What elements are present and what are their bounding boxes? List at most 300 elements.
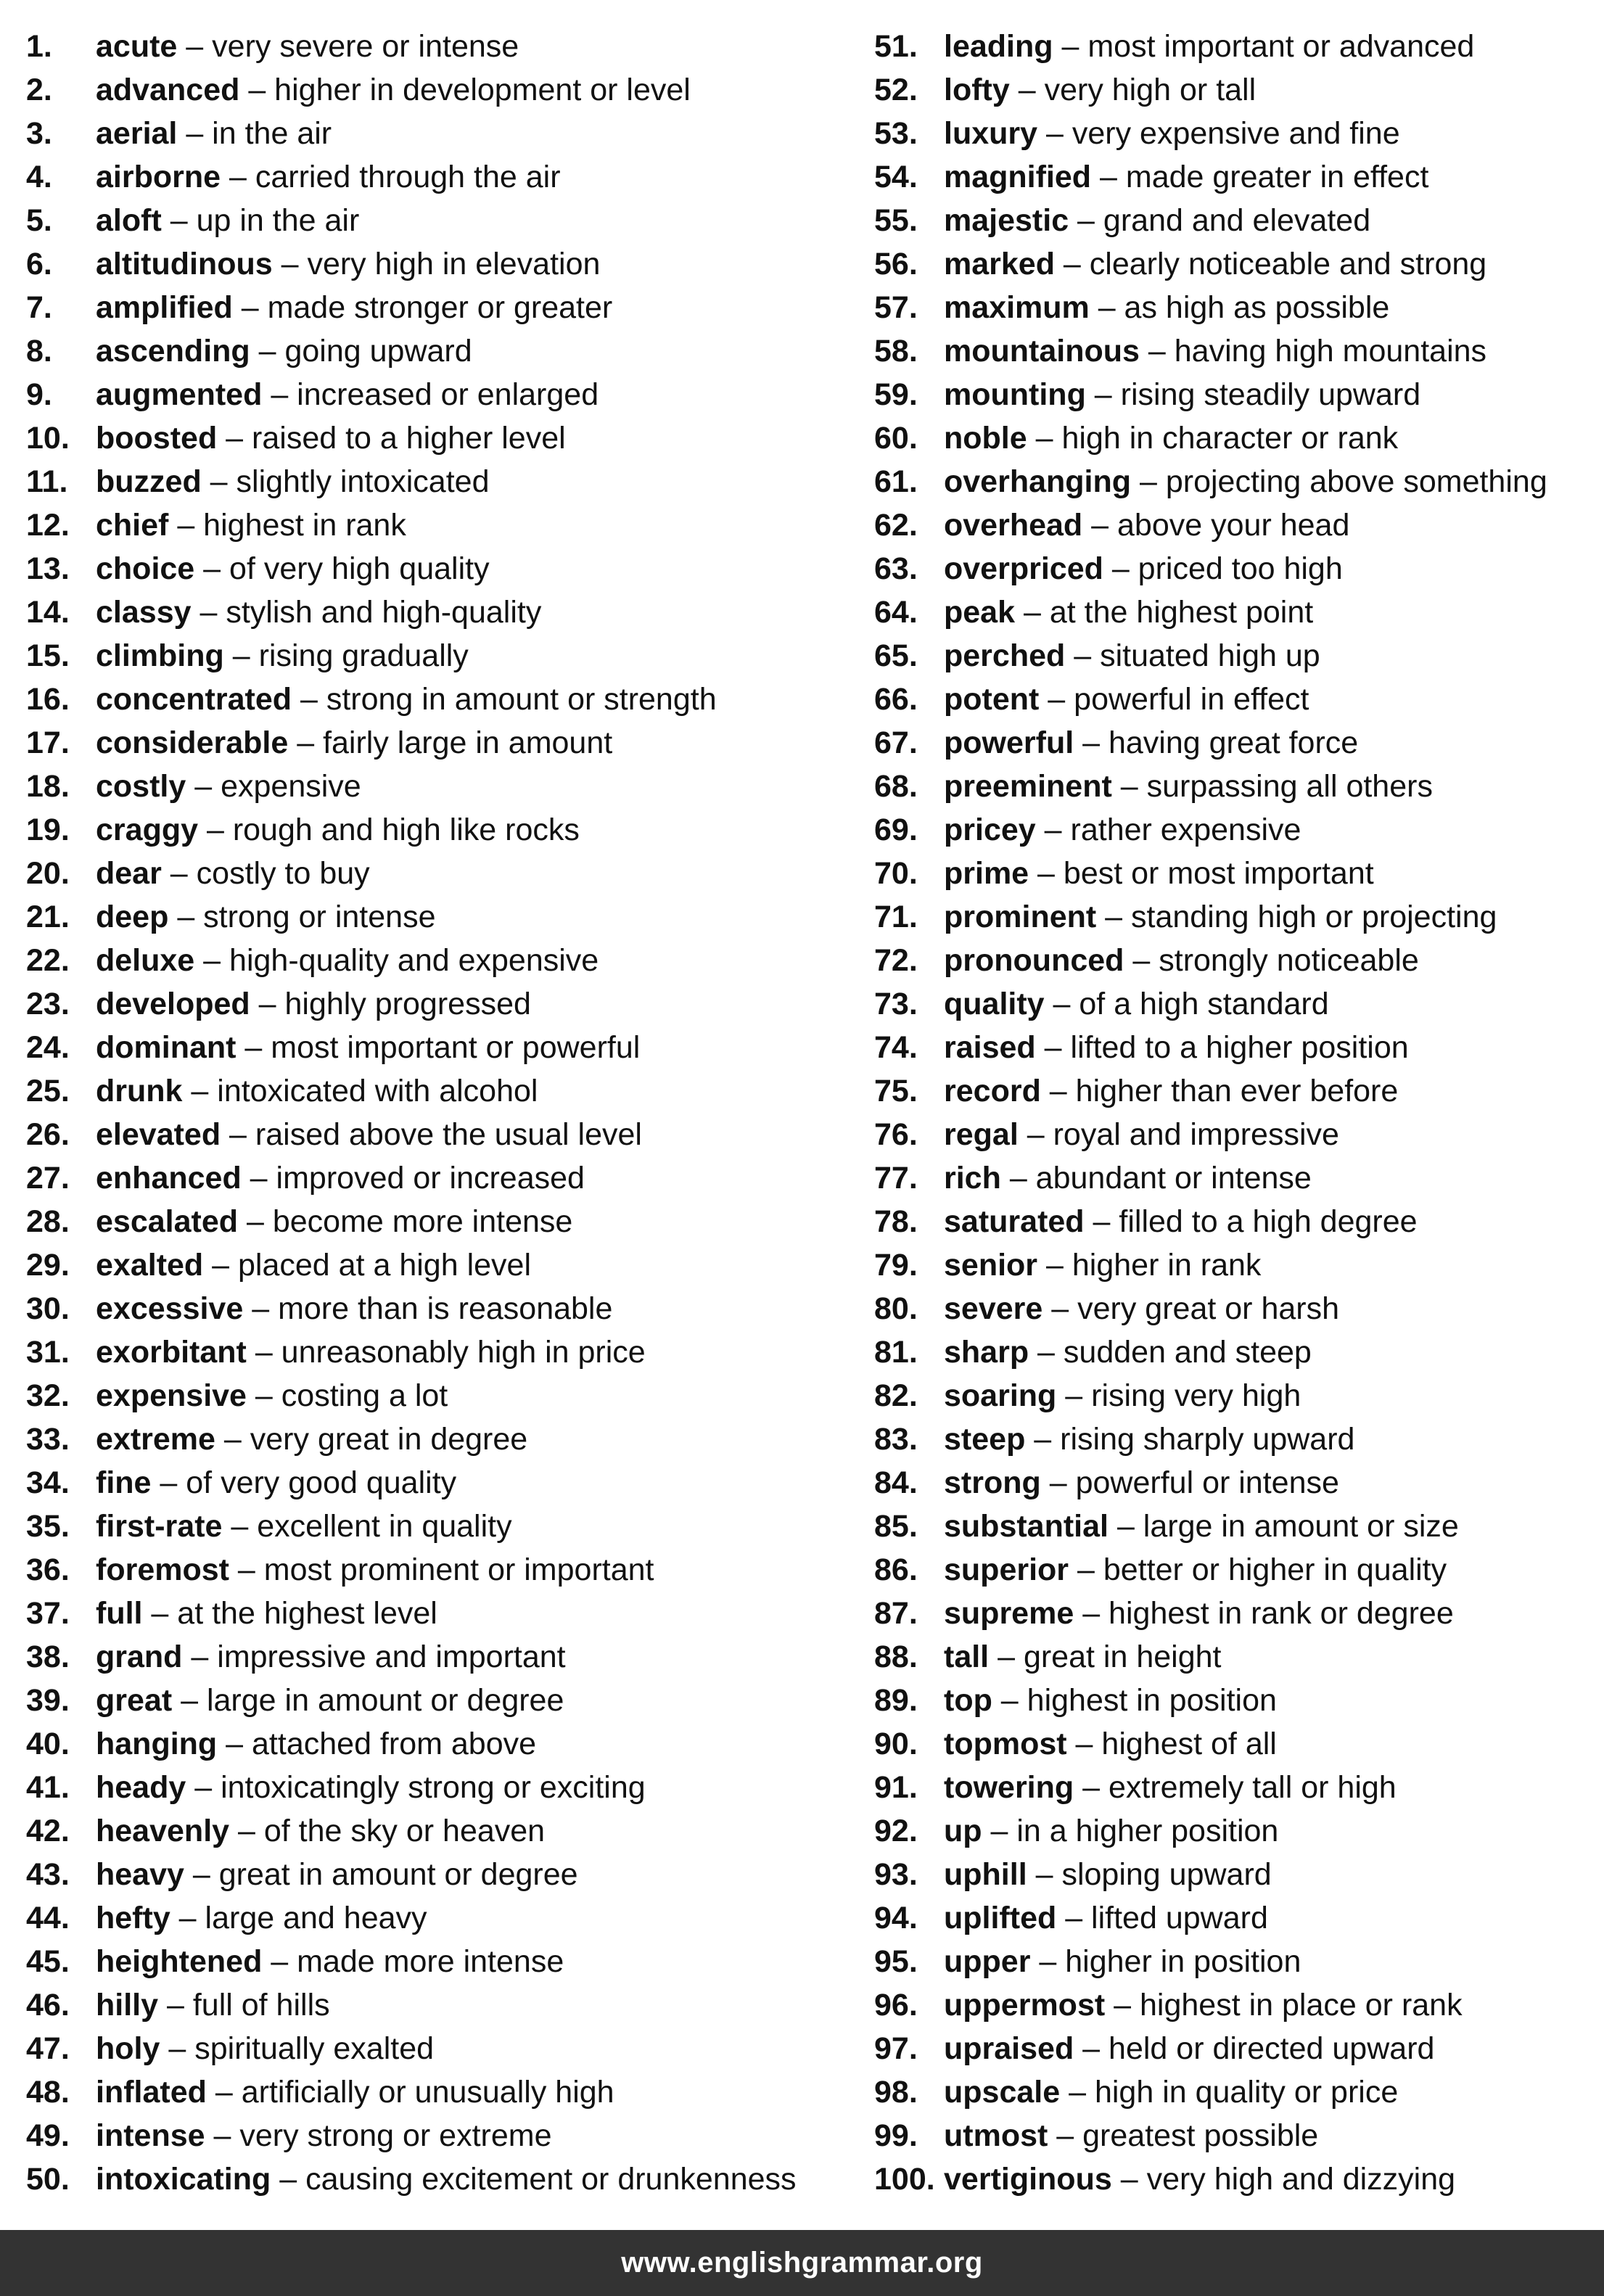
item-text	[944, 2070, 1398, 2114]
item-definition: – greatest possible	[1048, 2118, 1319, 2153]
item-word: steep	[944, 1422, 1026, 1457]
item-text	[96, 2027, 434, 2070]
item-word: mountainous	[944, 334, 1140, 369]
item-definition: – above your head	[1082, 508, 1350, 543]
list-item	[874, 1243, 1600, 1287]
item-word: quality	[944, 987, 1045, 1021]
item-number: 14.	[26, 595, 70, 630]
item-definition: – situated high up	[1065, 638, 1320, 673]
item-word: excessive	[96, 1291, 244, 1326]
list-item	[874, 939, 1600, 982]
item-number: 89.	[874, 1683, 918, 1718]
item-text	[944, 1330, 1312, 1374]
item-word: prominent	[944, 900, 1097, 934]
item-number: 55.	[874, 203, 918, 238]
item-number: 70.	[874, 856, 918, 891]
item-word: great	[96, 1683, 173, 1718]
item-number: 74.	[874, 1030, 918, 1065]
item-definition: – rising steadily upward	[1085, 377, 1421, 412]
item-text	[96, 678, 717, 721]
item-word: amplified	[96, 290, 233, 325]
item-definition: – fairly large in amount	[288, 725, 613, 760]
item-number: 64.	[874, 595, 918, 630]
item-word: severe	[944, 1291, 1043, 1326]
item-text	[96, 1635, 566, 1679]
item-text	[944, 1635, 1221, 1679]
item-text	[944, 242, 1486, 286]
item-text	[944, 2114, 1318, 2157]
item-number: 82.	[874, 1378, 918, 1413]
item-text	[944, 1026, 1409, 1069]
item-word: topmost	[944, 1727, 1067, 1761]
item-word: noble	[944, 421, 1027, 456]
list-item	[26, 1766, 860, 1809]
item-number: 18.	[26, 769, 70, 804]
item-word: pricey	[944, 812, 1036, 847]
item-number: 36.	[26, 1552, 70, 1587]
item-definition: – filled to a high degree	[1084, 1204, 1418, 1239]
item-definition: – clearly noticeable and strong	[1054, 247, 1487, 281]
item-definition: – held or directed upward	[1074, 2031, 1435, 2066]
item-number: 76.	[874, 1117, 918, 1152]
list-item	[874, 547, 1600, 591]
item-word: heavenly	[96, 1814, 230, 1848]
item-word: exalted	[96, 1248, 204, 1283]
item-definition: – highest in position	[992, 1683, 1277, 1718]
item-number: 35.	[26, 1509, 70, 1544]
list-item	[874, 460, 1600, 503]
item-word: tall	[944, 1639, 990, 1674]
item-number: 61.	[874, 464, 918, 499]
item-number: 22.	[26, 943, 70, 978]
item-text	[96, 895, 435, 939]
item-text	[944, 1461, 1339, 1505]
item-number: 56.	[874, 247, 918, 281]
item-definition: – very high and dizzying	[1111, 2162, 1456, 2197]
item-definition: – highest in rank or degree	[1074, 1596, 1454, 1631]
item-number: 9.	[26, 377, 52, 412]
item-number: 31.	[26, 1335, 70, 1370]
list-item	[874, 808, 1600, 852]
item-text	[96, 68, 691, 112]
item-number: 99.	[874, 2118, 918, 2153]
item-number: 48.	[26, 2075, 70, 2110]
item-definition: – very great or harsh	[1042, 1291, 1340, 1326]
list-item	[874, 1417, 1600, 1461]
list-item	[26, 1330, 860, 1374]
item-number: 11.	[26, 464, 68, 499]
list-item	[874, 112, 1600, 155]
list-item	[26, 1505, 860, 1548]
item-definition: – raised to a higher level	[217, 421, 566, 456]
item-text	[96, 503, 406, 547]
item-word: holy	[96, 2031, 160, 2066]
item-definition: – made greater in effect	[1091, 160, 1429, 194]
item-number: 38.	[26, 1639, 70, 1674]
item-text	[944, 634, 1320, 678]
item-word: drunk	[96, 1074, 183, 1108]
list-item	[874, 634, 1600, 678]
item-word: hefty	[96, 1901, 170, 1935]
item-word: overhead	[944, 508, 1083, 543]
list-item	[874, 25, 1600, 68]
item-word: foremost	[96, 1552, 229, 1587]
item-definition: – costing a lot	[246, 1378, 448, 1413]
list-item	[26, 1722, 860, 1766]
item-definition: – carried through the air	[221, 160, 561, 194]
footer-url: www.englishgrammar.org	[621, 2247, 983, 2279]
item-text	[944, 1766, 1397, 1809]
list-item	[26, 852, 860, 895]
item-word: enhanced	[96, 1161, 242, 1196]
item-number: 6.	[26, 247, 52, 281]
item-number: 30.	[26, 1291, 70, 1326]
list-item	[874, 199, 1600, 242]
item-word: heightened	[96, 1944, 263, 1979]
list-item	[874, 1069, 1600, 1113]
item-word: utmost	[944, 2118, 1048, 2153]
item-text	[96, 1374, 448, 1417]
item-word: advanced	[96, 73, 240, 107]
item-word: hilly	[96, 1988, 159, 2023]
item-number: 34.	[26, 1465, 70, 1500]
item-text	[944, 1896, 1268, 1940]
item-definition: – attached from above	[217, 1727, 537, 1761]
item-text	[944, 1809, 1278, 1853]
item-word: considerable	[96, 725, 289, 760]
item-text	[96, 286, 612, 329]
item-definition: – very high in elevation	[272, 247, 601, 281]
item-number: 5.	[26, 203, 52, 238]
item-text	[96, 808, 580, 852]
item-word: lofty	[944, 73, 1010, 107]
item-word: mounting	[944, 377, 1086, 412]
item-number: 77.	[874, 1161, 918, 1196]
list-item	[874, 1940, 1600, 1983]
word-list-right-column	[874, 25, 1600, 2201]
item-definition: – costly to buy	[161, 856, 370, 891]
item-word: craggy	[96, 812, 199, 847]
item-text	[96, 1896, 427, 1940]
item-definition: – going upward	[250, 334, 472, 369]
item-definition: – most important or advanced	[1053, 29, 1475, 64]
list-item	[874, 1287, 1600, 1330]
item-text	[944, 547, 1343, 591]
item-text	[944, 1156, 1312, 1200]
item-word: prime	[944, 856, 1029, 891]
list-item	[874, 1853, 1600, 1896]
item-number: 27.	[26, 1161, 70, 1196]
item-word: intoxicating	[96, 2162, 271, 2197]
item-definition: – become more intense	[238, 1204, 573, 1239]
item-definition: – strong or intense	[168, 900, 436, 934]
item-definition: – of a high standard	[1044, 987, 1329, 1021]
item-definition: – best or most important	[1029, 856, 1374, 891]
list-item	[26, 68, 860, 112]
item-word: record	[944, 1074, 1041, 1108]
item-word: powerful	[944, 725, 1074, 760]
item-number: 26.	[26, 1117, 70, 1152]
item-definition: – slightly intoxicated	[201, 464, 490, 499]
item-definition: – great in height	[989, 1639, 1222, 1674]
item-text	[944, 373, 1420, 416]
item-definition: – high in character or rank	[1027, 421, 1399, 456]
list-item	[26, 1635, 860, 1679]
item-number: 68.	[874, 769, 918, 804]
item-definition: – strongly noticeable	[1124, 943, 1419, 978]
item-word: superior	[944, 1552, 1069, 1587]
item-definition: – high in quality or price	[1060, 2075, 1399, 2110]
item-number: 67.	[874, 725, 918, 760]
item-number: 88.	[874, 1639, 918, 1674]
item-text	[96, 1853, 578, 1896]
item-number: 83.	[874, 1422, 918, 1457]
list-item	[874, 2070, 1600, 2114]
list-item	[874, 591, 1600, 634]
item-text	[96, 329, 472, 373]
item-number: 94.	[874, 1901, 918, 1935]
item-number: 46.	[26, 1988, 70, 2023]
item-definition: – highly progressed	[250, 987, 531, 1021]
item-definition: – of the sky or heaven	[229, 1814, 546, 1848]
item-definition: – higher in development or level	[239, 73, 691, 107]
item-text	[944, 895, 1497, 939]
item-word: top	[944, 1683, 992, 1718]
item-definition: – more than is reasonable	[243, 1291, 613, 1326]
item-definition: – standing high or projecting	[1096, 900, 1497, 934]
list-item	[26, 25, 860, 68]
list-item	[874, 329, 1600, 373]
item-word: deluxe	[96, 943, 195, 978]
item-number: 54.	[874, 160, 918, 194]
item-definition: – strong in amount or strength	[292, 682, 717, 717]
item-definition: – highest in place or rank	[1105, 1988, 1463, 2023]
item-number: 19.	[26, 812, 70, 847]
list-item	[26, 1417, 860, 1461]
item-definition: – raised above the usual level	[221, 1117, 642, 1152]
item-word: dear	[96, 856, 162, 891]
item-word: heavy	[96, 1857, 184, 1892]
item-text	[96, 1156, 585, 1200]
item-definition: – powerful or intense	[1040, 1465, 1339, 1500]
item-text	[96, 982, 531, 1026]
item-text	[96, 1722, 536, 1766]
item-text	[944, 1679, 1277, 1722]
item-number: 2.	[26, 73, 52, 107]
item-text	[96, 634, 469, 678]
item-word: heady	[96, 1770, 186, 1805]
list-item	[26, 1896, 860, 1940]
item-number: 95.	[874, 1944, 918, 1979]
item-number: 21.	[26, 900, 70, 934]
item-definition: – intoxicated with alcohol	[182, 1074, 538, 1108]
list-item	[874, 1330, 1600, 1374]
item-text	[96, 2070, 614, 2114]
list-item	[26, 416, 860, 460]
item-text	[944, 852, 1374, 895]
item-definition: – very expensive and fine	[1037, 116, 1400, 151]
item-definition: – abundant or intense	[1000, 1161, 1312, 1196]
footer-bar	[0, 2230, 1604, 2296]
item-text	[944, 1722, 1277, 1766]
item-text	[96, 765, 361, 808]
item-definition: – excellent in quality	[222, 1509, 512, 1544]
list-item	[26, 2157, 860, 2201]
item-number: 73.	[874, 987, 918, 1021]
item-word: acute	[96, 29, 178, 64]
item-definition: – having high mountains	[1139, 334, 1487, 369]
list-item	[874, 1679, 1600, 1722]
list-item	[26, 547, 860, 591]
item-number: 59.	[874, 377, 918, 412]
item-number: 79.	[874, 1248, 918, 1283]
item-word: soaring	[944, 1378, 1057, 1413]
item-number: 96.	[874, 1988, 918, 2023]
list-item	[26, 1287, 860, 1330]
word-list-left-column	[26, 25, 860, 2201]
item-word: dominant	[96, 1030, 237, 1065]
item-number: 25.	[26, 1074, 70, 1108]
list-item	[26, 721, 860, 765]
item-definition: – of very good quality	[151, 1465, 457, 1500]
item-definition: – high-quality and expensive	[194, 943, 599, 978]
list-item	[26, 242, 860, 286]
list-item	[26, 982, 860, 1026]
item-definition: – very severe or intense	[177, 29, 519, 64]
item-number: 41.	[26, 1770, 70, 1805]
list-item	[874, 2027, 1600, 2070]
list-item	[874, 1809, 1600, 1853]
item-definition: – rough and high like rocks	[198, 812, 580, 847]
item-number: 45.	[26, 1944, 70, 1979]
item-text	[944, 199, 1370, 242]
item-definition: – at the highest point	[1015, 595, 1314, 630]
item-number: 52.	[874, 73, 918, 107]
list-item	[26, 1026, 860, 1069]
item-text	[96, 112, 332, 155]
list-item	[26, 1200, 860, 1243]
list-item	[26, 765, 860, 808]
item-definition: – priced too high	[1103, 551, 1343, 586]
item-number: 84.	[874, 1465, 918, 1500]
item-number: 7.	[26, 290, 52, 325]
item-text	[96, 1940, 564, 1983]
item-word: regal	[944, 1117, 1019, 1152]
item-word: strong	[944, 1465, 1041, 1500]
item-text	[944, 2157, 1455, 2201]
item-definition: – artificially or unusually high	[206, 2075, 614, 2110]
item-definition: – large in amount or degree	[172, 1683, 564, 1718]
item-word: chief	[96, 508, 169, 543]
item-number: 72.	[874, 943, 918, 978]
item-number: 65.	[874, 638, 918, 673]
item-number: 58.	[874, 334, 918, 369]
list-item	[874, 852, 1600, 895]
list-item	[874, 1896, 1600, 1940]
list-item	[874, 286, 1600, 329]
item-text	[944, 503, 1349, 547]
item-definition: – rising very high	[1056, 1378, 1301, 1413]
item-word: supreme	[944, 1596, 1074, 1631]
item-definition: – placed at a high level	[203, 1248, 532, 1283]
item-text	[96, 1766, 646, 1809]
item-word: uppermost	[944, 1988, 1106, 2023]
item-number: 50.	[26, 2162, 70, 2197]
item-definition: – unreasonably high in price	[246, 1335, 646, 1370]
item-word: airborne	[96, 160, 221, 194]
item-definition: – lifted upward	[1056, 1901, 1268, 1935]
item-word: concentrated	[96, 682, 292, 717]
item-definition: – higher in position	[1030, 1944, 1301, 1979]
item-text	[944, 1940, 1301, 1983]
item-definition: – royal and impressive	[1018, 1117, 1339, 1152]
item-text	[96, 1417, 527, 1461]
item-text	[96, 1548, 654, 1592]
item-number: 17.	[26, 725, 70, 760]
item-text	[96, 199, 359, 242]
list-item	[874, 1635, 1600, 1679]
list-item	[26, 1853, 860, 1896]
item-text	[944, 2027, 1434, 2070]
item-word: maximum	[944, 290, 1090, 325]
item-text	[96, 1069, 538, 1113]
item-number: 15.	[26, 638, 70, 673]
item-number: 69.	[874, 812, 918, 847]
item-word: rich	[944, 1161, 1001, 1196]
item-text	[944, 765, 1433, 808]
item-text	[96, 1983, 330, 2027]
item-text	[96, 1330, 646, 1374]
item-word: grand	[96, 1639, 183, 1674]
item-word: intense	[96, 2118, 205, 2153]
list-item	[874, 1592, 1600, 1635]
item-text	[944, 982, 1329, 1026]
item-text	[944, 460, 1547, 503]
item-number: 90.	[874, 1727, 918, 1761]
list-item	[26, 286, 860, 329]
list-item	[874, 373, 1600, 416]
item-word: overhanging	[944, 464, 1132, 499]
item-number: 100.	[874, 2162, 935, 2197]
item-text	[944, 286, 1389, 329]
item-number: 20.	[26, 856, 70, 891]
list-item	[874, 1156, 1600, 1200]
item-text	[96, 25, 519, 68]
item-definition: – rising gradually	[223, 638, 469, 673]
item-definition: – having great force	[1074, 725, 1359, 760]
item-text	[944, 939, 1419, 982]
list-item	[26, 329, 860, 373]
item-number: 92.	[874, 1814, 918, 1848]
list-item	[26, 1461, 860, 1505]
item-number: 98.	[874, 2075, 918, 2110]
item-number: 97.	[874, 2031, 918, 2066]
item-text	[96, 1809, 545, 1853]
item-word: full	[96, 1596, 143, 1631]
item-definition: – spiritually exalted	[160, 2031, 435, 2066]
item-number: 43.	[26, 1857, 70, 1892]
item-definition: – up in the air	[161, 203, 360, 238]
item-text	[96, 2157, 797, 2201]
item-text	[944, 1243, 1261, 1287]
item-text	[944, 25, 1474, 68]
item-definition: – extremely tall or high	[1074, 1770, 1397, 1805]
item-definition: – grand and elevated	[1069, 203, 1371, 238]
item-word: saturated	[944, 1204, 1085, 1239]
list-item	[26, 2070, 860, 2114]
list-item	[26, 591, 860, 634]
list-item	[26, 1113, 860, 1156]
